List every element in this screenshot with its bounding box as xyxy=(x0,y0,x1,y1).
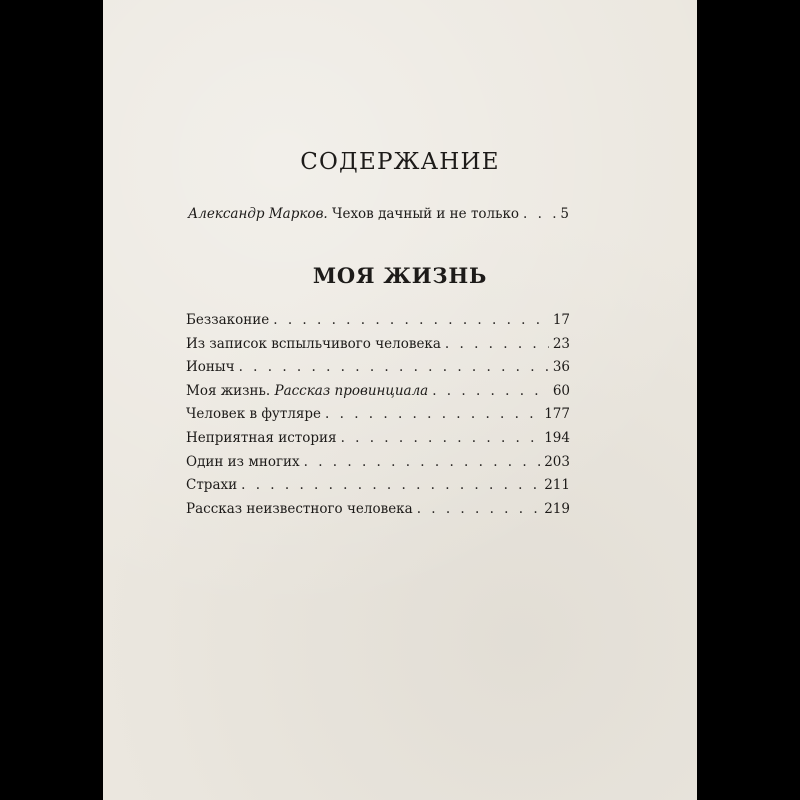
entry-title-text: Из записок вспыльчивого человека xyxy=(186,335,441,352)
toc-entry-title xyxy=(186,404,321,424)
entry-title-text: Ионыч xyxy=(186,359,235,376)
toc-entry[interactable] xyxy=(186,404,570,428)
toc-chapter-list xyxy=(186,310,570,522)
toc-entry-page: 60 xyxy=(552,382,570,399)
toc-intro-entry[interactable] xyxy=(188,204,569,224)
toc-intro-page: 5 xyxy=(560,206,569,222)
toc-entry-page: 211 xyxy=(544,477,570,494)
dot-leader xyxy=(241,475,540,495)
toc-entry-page: 194 xyxy=(544,429,570,446)
entry-title-text: Один из многих xyxy=(186,453,300,470)
toc-entry-title xyxy=(186,381,428,401)
entry-title-text: Моя жизнь. xyxy=(186,382,271,399)
toc-intro-title xyxy=(188,204,519,224)
left-black-margin xyxy=(0,0,103,800)
dot-leader xyxy=(417,499,541,519)
toc-intro-author: Александр Марков. xyxy=(188,206,328,222)
entry-title-text: Рассказ неизвестного человека xyxy=(186,500,413,517)
toc-entry[interactable] xyxy=(186,357,570,381)
dot-leader xyxy=(325,404,540,424)
toc-entry-title xyxy=(186,310,269,330)
toc-entry-page: 36 xyxy=(552,359,570,376)
toc-intro-title-text: Чехов дачный и не только xyxy=(332,206,520,222)
toc-entry[interactable] xyxy=(186,499,570,523)
toc-entry[interactable] xyxy=(186,334,570,358)
entry-subtitle-text: Рассказ провинциала xyxy=(274,382,429,399)
dot-leader xyxy=(445,334,549,354)
toc-entry-page: 219 xyxy=(544,500,570,517)
toc-entry[interactable] xyxy=(186,475,570,499)
toc-entry-page: 177 xyxy=(544,406,570,423)
toc-entry[interactable] xyxy=(186,452,570,476)
toc-entry[interactable] xyxy=(186,381,570,405)
dot-leader xyxy=(432,381,549,401)
toc-entry-title xyxy=(186,428,337,448)
toc-entry-title xyxy=(186,357,235,377)
toc-entry-page: 203 xyxy=(544,453,570,470)
toc-entry-page: 23 xyxy=(552,335,570,352)
entry-title-text: Страхи xyxy=(186,477,238,494)
dot-leader xyxy=(341,428,541,448)
toc-entry-title xyxy=(186,452,300,472)
entry-title-text: Человек в футляре xyxy=(186,406,322,423)
entry-title-text: Беззаконие xyxy=(186,312,270,328)
toc-entry-title xyxy=(186,475,237,495)
toc-entry[interactable] xyxy=(186,428,570,452)
toc-entry[interactable] xyxy=(186,310,570,334)
book-page xyxy=(103,0,697,800)
toc-entry-title xyxy=(186,334,441,354)
dot-leader xyxy=(523,204,556,224)
dot-leader xyxy=(304,452,541,472)
right-black-margin xyxy=(697,0,800,800)
section-heading: МОЯ ЖИЗНЬ xyxy=(312,263,488,288)
dot-leader xyxy=(239,357,549,377)
toc-entry-title xyxy=(186,499,413,519)
entry-title-text: Неприятная история xyxy=(186,429,337,446)
dot-leader xyxy=(273,310,549,330)
toc-entry-page: 17 xyxy=(552,312,570,328)
contents-heading: СОДЕРЖАНИЕ xyxy=(300,149,500,175)
